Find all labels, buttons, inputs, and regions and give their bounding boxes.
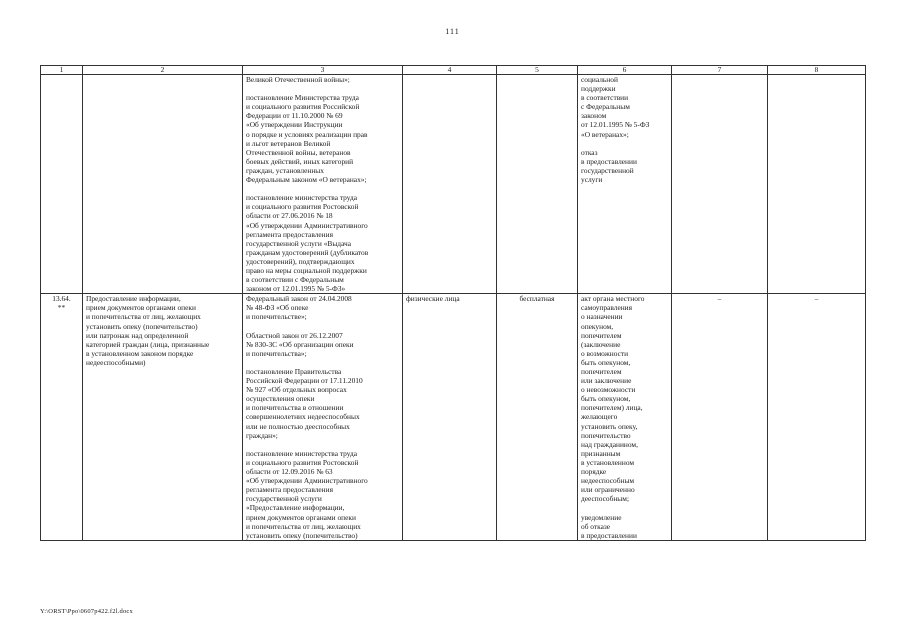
paragraph-gap: [581, 139, 668, 148]
text-line: в предоставлении: [581, 530, 637, 540]
text-line: № 48-ФЗ «Об опеке: [246, 303, 309, 313]
text-line: № 927 «Об отдельных вопросах: [246, 385, 347, 395]
column-header: 1: [41, 66, 83, 75]
paragraph-gap: [246, 84, 399, 93]
text-line: желающего: [581, 412, 618, 422]
text-line: с Федеральным: [581, 102, 630, 112]
column-header: 6: [578, 66, 672, 75]
column-header: 2: [83, 66, 243, 75]
cell-result: [578, 294, 672, 541]
cell-result: [578, 75, 672, 294]
text-line: в установленном: [581, 457, 635, 467]
text-line: о назначении: [581, 312, 623, 322]
text-line: и попечительства от лиц, желающих: [86, 312, 201, 322]
text-line: о порядке и условиях реализации прав: [246, 129, 368, 139]
text-line: и социального развития Российской: [246, 102, 360, 112]
text-line: попечительство: [581, 430, 631, 440]
cell-number: [41, 294, 83, 541]
text-line: в предоставлении: [581, 156, 637, 166]
text-line: области от 27.06.2016 № 18: [246, 211, 333, 221]
text-line: 13.64.: [52, 294, 71, 304]
text-line: законом: [581, 111, 607, 121]
text-line: и льгот ветеранов Великой: [246, 138, 331, 148]
cell-col7: [672, 75, 768, 294]
text-line: отказ: [581, 147, 598, 157]
services-table: [40, 65, 866, 541]
text-line: «Предоставление информации,: [246, 503, 345, 513]
table-row-continuation: [41, 75, 866, 294]
text-line: и попечительстве»;: [246, 312, 307, 322]
text-line: граждан»;: [246, 430, 278, 440]
text-line: законом от 12.01.1995 № 5-ФЗ»: [246, 284, 346, 294]
text-line: установить опеку (попечительство): [86, 321, 198, 331]
text-line: Федеральный закон от 24.04.2008: [246, 294, 352, 304]
text-line: Великой Отечественной войны»;: [246, 75, 350, 84]
cell-applicants: [403, 75, 497, 294]
text-line: о возможности: [581, 348, 629, 358]
text-line: опекуном,: [581, 321, 614, 331]
text-line: и попечительства от лиц, желающих: [246, 521, 361, 531]
text-line: об отказе: [581, 521, 611, 531]
text-line: «Об утверждении Административного: [246, 476, 368, 486]
column-header: 7: [672, 66, 768, 75]
text-line: услуги: [581, 175, 603, 185]
text-line: «Об утверждении Административного: [246, 220, 368, 230]
page-number: 111: [445, 27, 460, 36]
text-line: быть опекуном,: [581, 357, 631, 367]
column-number-row: [41, 66, 866, 75]
text-line: прием документов органами опеки: [246, 512, 356, 522]
cell-fee: [497, 75, 578, 294]
column-header: 5: [497, 66, 578, 75]
text-line: признанным: [581, 448, 621, 458]
cell-applicants: физические лица: [403, 294, 497, 541]
text-line: или не полностью дееспособных: [246, 421, 350, 431]
cell-col8: [768, 75, 866, 294]
text-line: и попечительства в отношении: [246, 403, 344, 413]
cell-legal-basis: [243, 75, 403, 294]
footer-file-path: Y:\ORST\Ppo\0607p422.f2l.docx: [40, 608, 133, 615]
text-line: недееспособным: [581, 476, 635, 486]
text-line: установить опеку,: [581, 421, 638, 431]
paragraph-gap: [246, 358, 399, 367]
text-line: попечителем: [581, 367, 622, 376]
text-line: Областной закон от 26.12.2007: [246, 330, 343, 340]
text-line: порядке: [581, 467, 607, 477]
text-line: или заключение: [581, 376, 632, 386]
text-line: категорией граждан (лица, признанные: [86, 339, 210, 349]
cell-col7: –: [672, 294, 768, 541]
text-line: попечителем: [581, 330, 622, 340]
text-line: гражданам удостоверений (дубликатов: [246, 247, 369, 257]
cell-legal-basis: [243, 294, 403, 541]
text-line: дееспособным;: [581, 494, 630, 504]
text-line: осуществления опеки: [246, 394, 315, 404]
text-line: установить опеку (попечительство): [246, 530, 358, 540]
text-line: самоуправления: [581, 303, 633, 313]
text-line: № 830-ЗС «Об организации опеки: [246, 339, 354, 349]
text-line: Отечественной войны, ветеранов: [246, 147, 351, 157]
cell-col8: –: [768, 294, 866, 541]
text-line: попечителем) лица,: [581, 403, 643, 413]
paragraph-gap: [246, 322, 399, 331]
cell-fee: бесплатная: [497, 294, 578, 541]
text-line: о невозможности: [581, 385, 636, 395]
text-line: прием документов органами опеки: [86, 303, 196, 313]
column-header: 4: [403, 66, 497, 75]
text-line: акт органа местного: [581, 294, 645, 304]
text-line: постановление министерства труда: [246, 448, 358, 458]
paragraph-gap: [246, 440, 399, 449]
paragraph-gap: [581, 503, 668, 512]
text-line: и попечительства»;: [246, 348, 307, 358]
text-line: или патронаж над определенной: [86, 330, 189, 340]
text-line: государственной: [581, 165, 634, 175]
text-line: быть опекуном,: [581, 394, 631, 404]
text-line: Российской Федерации от 17.11.2010: [246, 376, 363, 386]
text-line: постановление министерства труда: [246, 193, 358, 203]
text-line: государственной услуги: [246, 494, 322, 504]
text-line: постановление Министерства труда: [246, 93, 359, 103]
text-line: регламента предоставления: [246, 485, 333, 495]
text-line: от 12.01.1995 № 5-ФЗ: [581, 120, 650, 130]
column-header: 8: [768, 66, 866, 75]
text-line: или ограниченно: [581, 485, 635, 495]
text-line: **: [57, 303, 66, 313]
paragraph-gap: [246, 184, 399, 193]
text-line: удостоверений), подтверждающих: [246, 256, 355, 266]
text-line: совершеннолетних недееспособных: [246, 412, 360, 422]
text-line: постановление Правительства: [246, 367, 342, 376]
text-line: регламента предоставления: [246, 229, 333, 239]
text-line: в соответствии: [581, 93, 629, 103]
cell-service: [83, 75, 243, 294]
text-line: в установленном законом порядке: [86, 348, 194, 358]
text-line: Федерации от 11.10.2000 № 69: [246, 111, 343, 121]
text-line: граждан, установленных: [246, 165, 324, 175]
text-line: уведомление: [581, 512, 622, 522]
text-line: и социального развития Ростовской: [246, 457, 359, 467]
text-line: Предоставление информации,: [86, 294, 181, 304]
text-line: «О ветеранах»;: [581, 129, 629, 139]
text-line: боевых действий, иных категорий: [246, 156, 354, 166]
text-line: (заключение: [581, 339, 621, 349]
text-line: поддержки: [581, 84, 616, 94]
text-line: Федеральным законом «О ветеранах»;: [246, 175, 367, 185]
text-line: «Об утверждении Инструкции: [246, 120, 343, 130]
cell-service: [83, 294, 243, 541]
table-row-13-64: [41, 294, 866, 541]
text-line: право на меры социальной поддержки: [246, 265, 367, 275]
text-line: социальной: [581, 75, 618, 84]
text-line: и социального развития Ростовской: [246, 202, 359, 212]
column-header: 3: [243, 66, 403, 75]
cell-number: [41, 75, 83, 294]
text-line: недееспособными): [86, 357, 146, 367]
text-line: в соответствии с Федеральным: [246, 275, 344, 285]
text-line: области от 12.09.2016 № 63: [246, 467, 333, 477]
text-line: над гражданином,: [581, 439, 638, 449]
text-line: государственной услуги «Выдача: [246, 238, 352, 248]
